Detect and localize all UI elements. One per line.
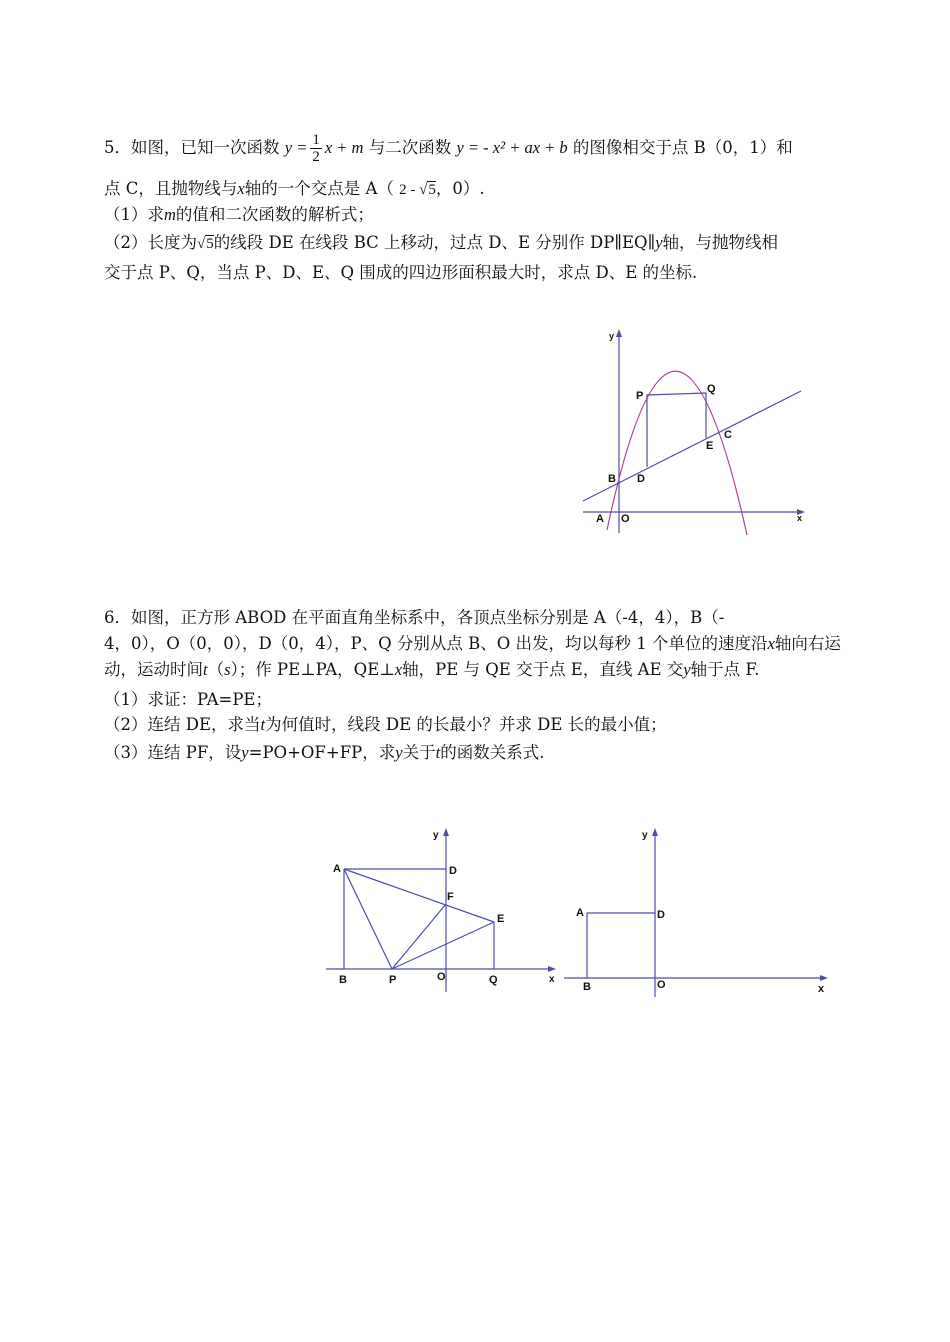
var-x: x [237,179,245,198]
q5-part-1: （1）求m的值和二次函数的解析式； [104,205,374,224]
segment-pe [392,922,494,969]
q5-part-2-line-2: 交于点 P、Q，当点 P、D、E、Q 围成的四边形面积最大时，求点 D、E 的坐标. [104,263,698,282]
q6-line-3: 动，运动时间t（s）；作 PE⊥PA，QE⊥x轴，PE 与 QE 交于点 E，直线 AE 交y轴于点 F. [104,660,760,679]
quadratic-eq: y = - x² + ax + b [456,138,568,157]
segment-pf [392,904,446,969]
q5-text-2: 与二次函数 [368,138,452,157]
label-d: D [637,473,645,485]
label-a: A [333,863,341,875]
label-e: E [706,440,714,452]
q5-text-3: 的图像相交于点 B（0，1）和 [572,138,793,157]
var-m: m [164,205,176,224]
q5-number: 5． [104,138,131,157]
q6-part-3: （3）连结 PF，设y=PO+OF+FP，求y关于t的函数关系式. [104,743,545,762]
label-b: B [608,473,616,485]
y-axis-arrow-icon [443,828,449,836]
label-o: O [657,979,666,991]
x-axis-arrow-icon [548,966,556,972]
q5-part-2-line-1: （2）长度为√5的线段 DE 在线段 BC 上移动，过点 D、E 分别作 DP∥EQ∥y轴，与抛物线相 [104,233,779,252]
y-axis-arrow-icon [616,329,622,337]
x-axis-arrow-icon [820,975,828,981]
label-c: C [724,429,732,441]
label-q: Q [707,383,716,395]
label-f: F [447,891,454,903]
q6-part-2: （2）连结 DE，求当t为何值时，线段 DE 的长最小？并求 DE 长的最小值； [104,715,667,734]
figure-6-left [320,822,565,997]
q6-part-1: （1）求证：PA=PE； [104,690,272,709]
label-p: P [636,390,644,402]
label-d: D [449,865,457,877]
label-a: A [576,907,584,919]
label-q: Q [489,974,498,986]
segment-ae [344,869,494,922]
label-e: E [497,913,505,925]
quadrilateral-pdeq [647,393,706,467]
var-y: y [655,233,663,252]
label-y: y [642,830,648,841]
q5-line-1 [104,132,793,165]
label-x: x [818,983,825,995]
q6-line-2: 4，0），O（0，0），D（0，4），P、Q 分别从点 B、O 出发，均以每秒 1 个单位的速度沿x轴向右运 [104,634,841,653]
label-x: x [549,974,555,985]
label-d: D [657,909,665,921]
figure-6-right [560,822,840,1002]
label-b: B [583,981,591,993]
label-b: B [339,974,347,986]
label-y: y [433,830,439,841]
sqrt-5: √5 [197,236,214,252]
point-a-x-value: 2 - √5 [399,182,436,198]
q5-line-2: 点 C，且抛物线与x轴的一个交点是 A（ 2 - √5，0）. [104,179,485,198]
label-y: y [609,331,615,341]
figure-5-graph [575,325,815,540]
fraction-one-half: $\frac{1}{2}$ [312,132,320,165]
y-axis-arrow-icon [652,828,658,836]
linear-eq-rhs: x + m [324,138,364,157]
q5-text-1: 如图，已知一次函数 [131,138,280,157]
label-x: x [797,513,803,523]
q6-line-1: 6．如图，正方形 ABOD 在平面直角坐标系中，各顶点坐标分别是 A（-4，4），B（- [104,608,725,627]
label-p: P [389,974,397,986]
label-o: O [437,971,446,983]
label-o: O [621,513,630,525]
label-a: A [596,513,604,525]
linear-eq-lhs: y = [284,138,308,157]
